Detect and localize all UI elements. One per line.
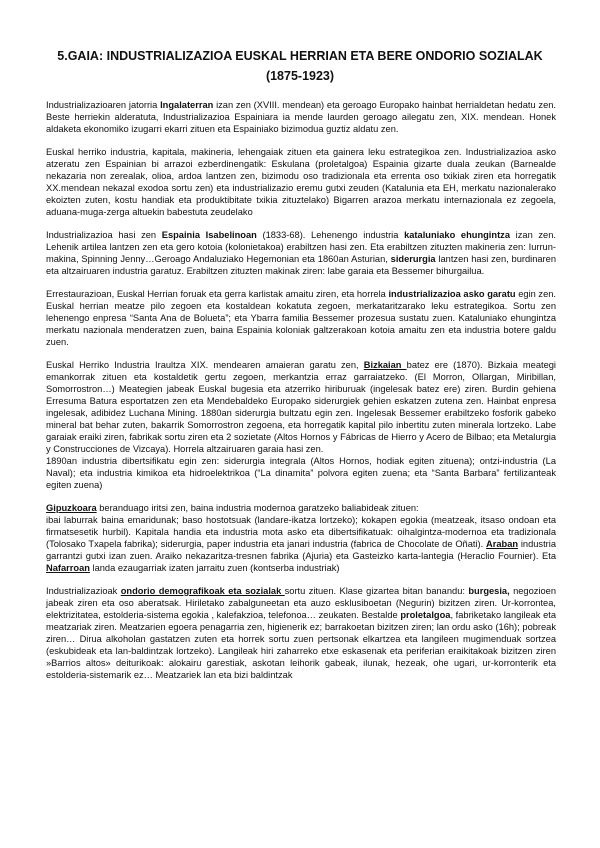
document-body [46,99,556,692]
text-run: industrializazioa asko garatu [388,289,516,299]
text-run: 1890an industria dibertsifikatu egin zen: siderurgia integrala (Altos Hornos, hodiak egiten zituena); ontzi-industria (La Naval); eta industria kimikoa eta hidroelektrikoa (“La dinamita” polvora egiten zuena; eta “Santa Barbara” fertilizanteak egiten zuena) [46,456,556,490]
text-run: Industrializazioak [46,586,121,596]
text-run: Gipuzkoara [46,503,97,513]
text-run: Nafarroan [46,563,90,573]
text-run: Bizkaian [363,360,407,370]
text-run: ibai laburrak baina emaridunak; baso hostotsuak (landare-ikatza lortzeko); kokapen egokia (meatzeak, itsaso ondoan eta firmatsesetik hurbil). Kapitala handia eta industria mota asko eta dibertsifikatuak: oihalgintza-modernoa eta tradizionala (Tolosako Txapela fabrika); siderurgia, paper industria eta janari industria (fabrica de Chocolate de Oñati). [46,515,556,549]
paragraph-restoration [46,288,556,348]
text-run: (1833-68). Lehenengo industria [256,230,405,240]
text-run: landa ezaugarriak izaten jarraitu zuen (kontserba industriak) [89,563,340,573]
paragraph-social-consequences [46,585,556,681]
text-run: Industrializazioaren jatorria [46,100,161,110]
text-run: lantzen hasi zen, burdinaren eta altzairuaren industria garatuz. Erabiltzen zituzten makinak ziren: labe garaia eta Bessemer bihurgailua. [46,254,556,276]
paragraph-gipuzkoa-araba-nafarroa [46,502,556,574]
text-run: ondorio demografikoak eta sozialak [120,586,285,596]
text-run: izan zen. Lehenik artilea lantzen zen eta gero kotoia (kolonietakoa) erabiltzen hasi zen. Eta erabiltzen zituzten makineria zen: Iurrun-makina, Spinning Jenny…Geroago Andaluziako Hegemonian eta 1860an Asturian, [46,230,556,264]
paragraph-bizkaia [46,359,556,491]
text-run: sortu zituen. Klase gizartea bitan banandu: [284,586,469,596]
text-run: kataluniako ehungintza [404,230,510,240]
text-run: siderurgia [390,254,436,264]
text-run: egin zen. Euskal herrian meatze pilo zegoen eta kostaldean kokatuta zegoen, merkataritzarako leku estrategikoa. Sortu zen lehenengo enpresa “Santa Ana de Bolueta”; eta Ybarra familia Bessemer prozesua sustatu zuen. Kataluniako ehungintza merkatu nazionala menderatzen zuen, baina Espainia koloniak galtzerakoan kotoia amaitu zen eta industria botere galdu zuen. [46,289,557,347]
text-run: Industrializazioa hasi zen [46,230,162,240]
text-run: beranduago iritsi zen, baina industria modernoa garatzeko baliabideak zituen: [96,503,419,513]
text-run: Euskal Herriko Industria Iraultza XIX. mendearen amaieran garatu zen, [46,360,364,370]
text-run: Ingalaterran [160,100,214,110]
text-run: , fabriketako langileak eta meatzariak ziren. Meatzarien egoera penagarria zen, higienerik ez; barrakoetan bizitzen ziren; lan ordu asko (16h); pobreak ziren… Dirua alkoholan gastatzen zuten eta horrek sortu zuen pertsonak elkartzea eta langileen mugimenduak sortzea (eskubideak eta lan-baldintzak lortzeko). Langileak hiri zaharreko etxe eskasenak eta periferian eraikitakoak bizitzen ziren »Barrios altos» deiturikoak: alokairu garestiak, askotan leihorik gabeak, ilunak, hezeak, ohe ugari, ur-korronterik eta estolderia-sistemarik ez… Meatzariek lan eta bizi baldintzak [46,610,556,680]
text-run: burgesia, [468,586,510,596]
paragraph-isabelline-spain [46,229,556,277]
text-run: Euskal herriko industria, kapitala, makineria, lehengaiak zituen eta gainera leku estrategikoa zen. Industrializazioa asko atzeratu zen Espainian bi arrazoi ezberdinengatik: Eskulana (proletalgoa) Espainia gizarte duala zeukan (Barnealde nekazaria non zerealak, olioa, ardoa lantzen zen, bizimodu oso tradizionala eta errenta oso txikiak ziren eta horregatik XX.mendean nekazal exodoa sortu zen) eta industrializazio eremu gutxi zeuden (Katalunia eta EH, merkatu nazionalerako ekoizten zuten, kostu handiak eta produktibitate txikia zituztelako) Bigarren arazoa merkatu internazionala ez zegoela, aduana-muga-zerga altuekin babestuta zeudelako [46,147,556,217]
paragraph-intro [46,99,556,135]
text-run: negozioen jabeak ziren eta oso aberatsak. Hiriletako zabalguneetan eta auzo esklusiboetan (Negurin) bizitzen ziren. Ur-korrontea, elektrizitatea, estolderia-sistema egokia , kalefakzioa, telefonoa… zeukaten. Bestalde [46,586,556,620]
text-run: Errestaurazioan, Euskal Herrian foruak eta gerra karlistak amaitu ziren, eta horrela [46,289,389,299]
text-run: industria garrantzi gutxi izan zuen. Araiko nekazaritza-tresnen fabrika (Ajuria) eta Gasteizko karta-lantegia (Heraclio Fournier). Eta [46,539,557,561]
paragraph-basque-context [46,146,556,218]
text-run: batez ere (1870). Bizkaia meategi emankorrak zituen eta kostaldetik gertu zegoen, merkantzia erraz garraiatzeko. (El Morron, Ollargan, Miribillan, Somorrostron…) Meategien jabeak Euskal bugesia eta atzerriko hiriburuak (ingelesak batez ere) ziren. Burdin gehiena Erresuma Batura esportatzen zen eta Mendebaldeko Europako siderurgiek gehien eskatzen zutena zen. Hainbat enpresa ingelesak, adibidez Luchana Mining. 1880an siderurgia bultzatu egin zen. Ingelesak Bessemer erabiltzeko fosforik gabeko mineral bat behar zuten, bakarrik Somorrostron zegoena, eta horregatik kapital pilo inbertitu zuten minerala lortzeko. Labe garaiak eraiki ziren, fabrikak sortu ziren eta 2 sozietate (Altos Hornos y Fábricas de Hierro y Acero de Bilbao; eta Metalurgia y Construcciones de Vizcaya). Horrela altzairuaren garaia hasi zen. [46,360,556,454]
text-run: izan zen (XVIII. mendean) eta geroago Europako hainbat herrialdetan hedatu zen. Beste herriekin alderatuta, Industrializazioa Espainiara ia mende laurden geroago ailegatu zen, XIX. mendean. Honek aldaketa ekonomiko izugarri ekarri zituen eta Espainiako bizimodua guztiz aldatu zen. [46,100,556,134]
page-title: 5.GAIA: INDUSTRIALIZAZIOA EUSKAL HERRIAN ETA BERE ONDORIO SOZIALAK (1875-1923) [57,49,543,83]
text-run: Araban [486,539,519,549]
text-run: Espainia Isabelinoan [161,230,257,240]
text-run: proletalgoa [400,610,451,620]
